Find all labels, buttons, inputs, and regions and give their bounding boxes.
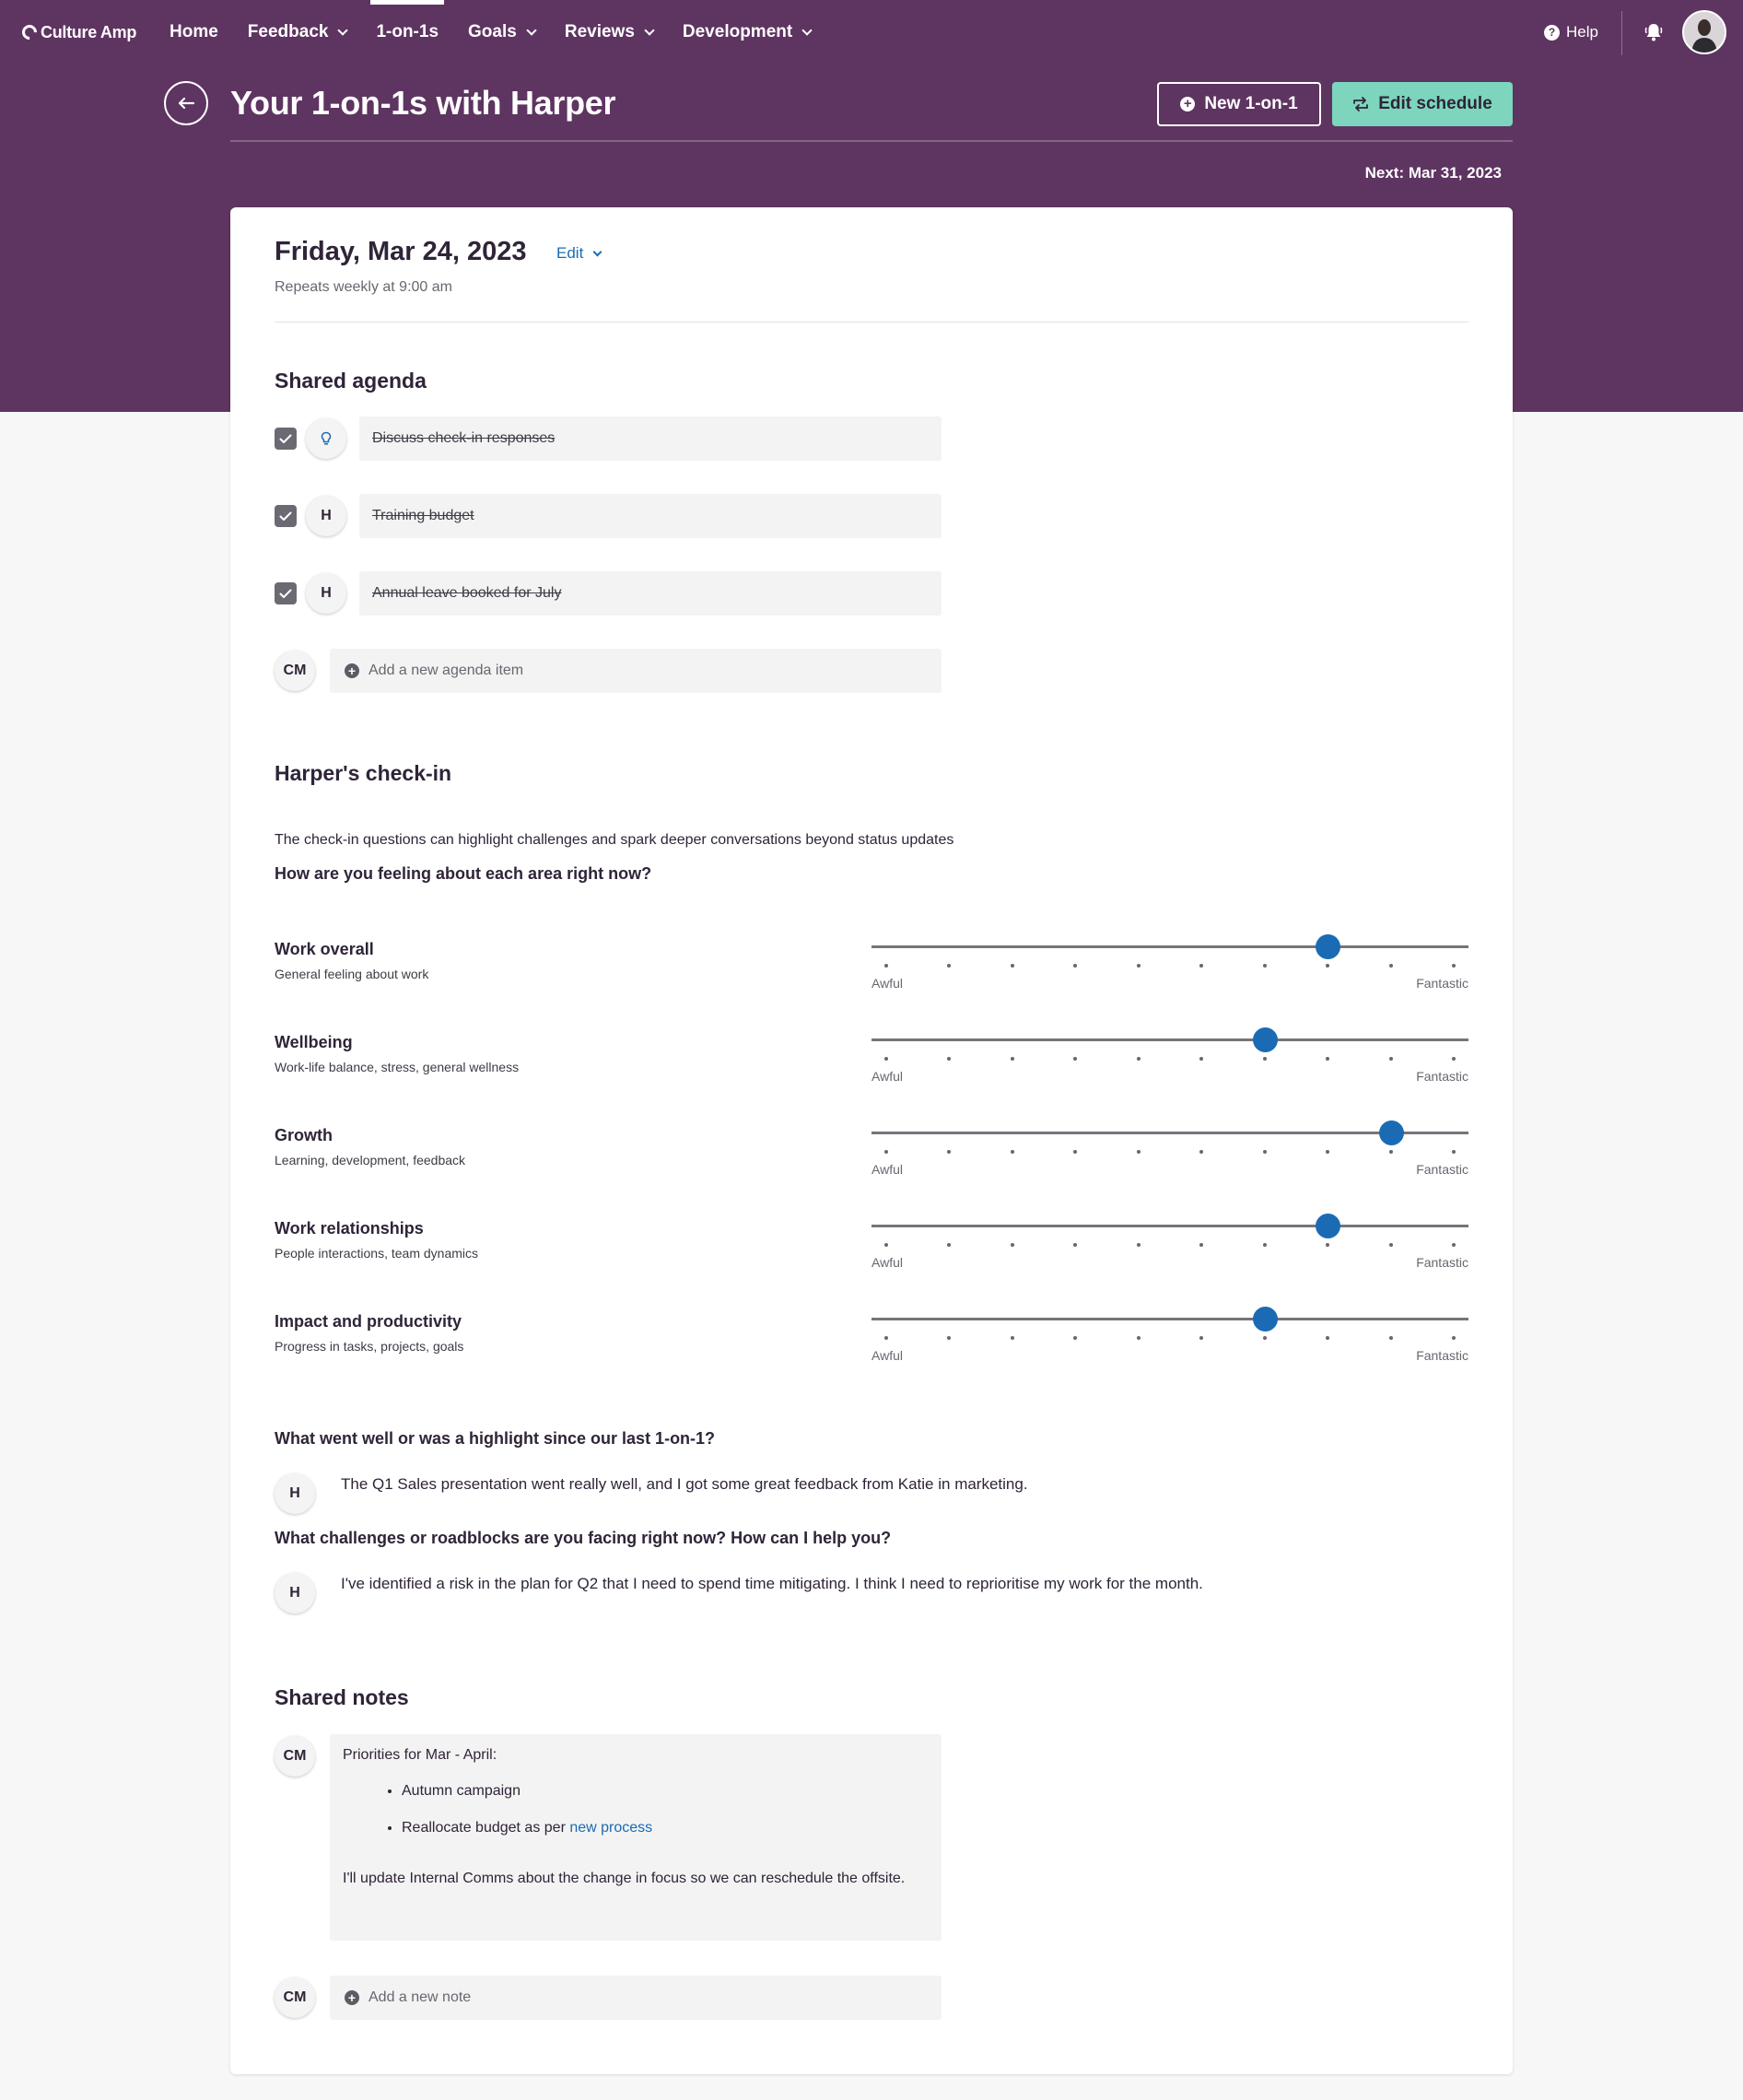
slider-tick bbox=[884, 1057, 888, 1061]
meeting-card bbox=[230, 207, 1513, 2074]
agenda-item-text[interactable]: Annual leave booked for July bbox=[359, 571, 942, 616]
slider-tick bbox=[1137, 1243, 1141, 1247]
slider-tick bbox=[1073, 1243, 1077, 1247]
slider-tick bbox=[1452, 1057, 1456, 1061]
slider-thumb[interactable] bbox=[1253, 1027, 1278, 1052]
edit-label: Edit bbox=[556, 244, 584, 262]
slider-tick bbox=[1389, 1057, 1393, 1061]
author-avatar: H bbox=[306, 573, 346, 614]
chevron-down-icon bbox=[526, 25, 536, 35]
chevron-down-icon bbox=[802, 25, 813, 35]
rating-slider[interactable] bbox=[872, 1027, 1468, 1082]
slider-tick bbox=[1452, 1243, 1456, 1247]
nav-item-home[interactable] bbox=[155, 0, 233, 65]
next-meeting-label: Next: Mar 31, 2023 bbox=[1364, 164, 1502, 182]
agenda-item-text[interactable]: Training budget bbox=[359, 494, 942, 538]
check-in-area-description: People interactions, team dynamics bbox=[275, 1246, 478, 1261]
user-avatar[interactable] bbox=[1682, 10, 1726, 54]
page-title: Your 1-on-1s with Harper bbox=[230, 84, 616, 122]
check-in-area-label: Work relationships bbox=[275, 1219, 424, 1238]
note-bullet: • Autumn campaign bbox=[402, 1782, 929, 1800]
rating-slider[interactable] bbox=[872, 933, 1468, 989]
scale-high-label: Fantastic bbox=[1416, 1162, 1468, 1177]
slider-tick bbox=[1199, 964, 1203, 968]
scale-high-label: Fantastic bbox=[1416, 1348, 1468, 1363]
notifications-bell-icon[interactable] bbox=[1644, 22, 1663, 42]
slider-thumb[interactable] bbox=[1253, 1307, 1278, 1332]
slider-tick bbox=[947, 964, 951, 968]
author-avatar: H bbox=[275, 1473, 315, 1514]
scale-high-label: Fantastic bbox=[1416, 976, 1468, 991]
checkmark-icon bbox=[279, 434, 292, 444]
slider-tick bbox=[1452, 1150, 1456, 1154]
slider-tick bbox=[1452, 1336, 1456, 1340]
nav-item-label: Feedback bbox=[247, 22, 329, 41]
highlight-question: What went well or was a highlight since our last 1-on-1? bbox=[275, 1429, 716, 1448]
slider-track bbox=[872, 1038, 1468, 1041]
help-label: Help bbox=[1566, 23, 1598, 41]
brand-logo[interactable] bbox=[22, 20, 136, 44]
nav-item-reviews[interactable] bbox=[550, 0, 668, 65]
slider-tick bbox=[1389, 1243, 1393, 1247]
slider-track bbox=[872, 945, 1468, 948]
nav-divider bbox=[1621, 11, 1622, 55]
checkmark-icon bbox=[279, 511, 292, 522]
agenda-checkbox[interactable] bbox=[275, 428, 297, 450]
meeting-date: Friday, Mar 24, 2023 bbox=[275, 237, 527, 266]
slider-tick bbox=[1073, 964, 1077, 968]
agenda-checkbox[interactable] bbox=[275, 582, 297, 604]
agenda-checkbox[interactable] bbox=[275, 505, 297, 527]
check-in-question: How are you feeling about each area right now? bbox=[275, 864, 652, 883]
note-bullet-text: Reallocate budget as per bbox=[402, 1820, 566, 1836]
challenges-answer: I've identified a risk in the plan for Q2 that I need to spend time mitigating. I think I need to reprioritise my work for the month. bbox=[341, 1575, 1203, 1592]
nav-item-label: Development bbox=[682, 22, 793, 41]
note-footer: I'll update Internal Comms about the change in focus so we can reschedule the offsite. bbox=[343, 1871, 906, 1886]
slider-thumb[interactable] bbox=[1316, 1214, 1340, 1238]
new-1-on-1-button[interactable] bbox=[1157, 82, 1321, 126]
title-divider bbox=[230, 140, 1513, 142]
check-in-area-label: Work overall bbox=[275, 940, 374, 958]
help-button[interactable] bbox=[1544, 20, 1598, 44]
slider-track bbox=[872, 1225, 1468, 1227]
scale-low-label: Awful bbox=[872, 976, 903, 991]
scale-high-label: Fantastic bbox=[1416, 1255, 1468, 1270]
culture-amp-logo-icon bbox=[19, 22, 41, 43]
add-agenda-placeholder: Add a new agenda item bbox=[368, 663, 524, 678]
slider-tick bbox=[1137, 1150, 1141, 1154]
slider-thumb[interactable] bbox=[1379, 1120, 1404, 1145]
check-in-area-label: Impact and productivity bbox=[275, 1312, 462, 1331]
slider-tick bbox=[1263, 1150, 1267, 1154]
scale-high-label: Fantastic bbox=[1416, 1069, 1468, 1084]
slider-tick bbox=[1073, 1150, 1077, 1154]
slider-tick bbox=[1326, 1150, 1329, 1154]
slider-tick bbox=[1263, 1336, 1267, 1340]
arrow-left-icon bbox=[177, 96, 195, 111]
author-avatar: H bbox=[306, 496, 346, 536]
slider-tick bbox=[1137, 1057, 1141, 1061]
shared-notes-heading: Shared notes bbox=[275, 1685, 409, 1709]
slider-tick bbox=[1326, 1336, 1329, 1340]
checkmark-icon bbox=[279, 589, 292, 599]
plus-circle-icon: + bbox=[345, 1990, 359, 2005]
scale-low-label: Awful bbox=[872, 1348, 903, 1363]
agenda-suggested-chip bbox=[306, 418, 346, 459]
author-avatar: CM bbox=[275, 1736, 315, 1777]
slider-tick bbox=[1011, 1243, 1014, 1247]
author-avatar: H bbox=[275, 1573, 315, 1613]
slider-tick bbox=[1011, 1336, 1014, 1340]
check-in-area-description: General feeling about work bbox=[275, 967, 429, 981]
scale-low-label: Awful bbox=[872, 1162, 903, 1177]
check-in-heading: Harper's check-in bbox=[275, 761, 452, 785]
nav-item-label: 1-on-1s bbox=[376, 22, 439, 41]
slider-tick bbox=[1137, 1336, 1141, 1340]
new-1-on-1-label: New 1-on-1 bbox=[1204, 94, 1298, 113]
rating-slider[interactable] bbox=[872, 1120, 1468, 1175]
shared-agenda-heading: Shared agenda bbox=[275, 369, 427, 393]
slider-tick bbox=[884, 1243, 888, 1247]
repeat-icon bbox=[1352, 97, 1369, 111]
brand-name: Culture Amp bbox=[41, 22, 137, 41]
add-note-placeholder: Add a new note bbox=[368, 1989, 472, 2005]
note-intro: Priorities for Mar - April: bbox=[343, 1747, 497, 1763]
lightbulb-icon bbox=[321, 431, 332, 446]
nav-item-label: Home bbox=[170, 22, 218, 41]
slider-tick bbox=[884, 1150, 888, 1154]
chevron-down-icon bbox=[593, 247, 602, 256]
nav-item-development[interactable] bbox=[668, 0, 825, 65]
edit-schedule-button[interactable] bbox=[1332, 82, 1513, 126]
slider-tick bbox=[1199, 1057, 1203, 1061]
shared-note[interactable] bbox=[330, 1734, 942, 1941]
top-navigation bbox=[0, 0, 1743, 65]
nav-item-feedback[interactable] bbox=[233, 0, 362, 65]
slider-tick bbox=[1011, 1150, 1014, 1154]
plus-circle-icon: + bbox=[345, 663, 359, 678]
add-note-input[interactable] bbox=[330, 1976, 942, 2020]
check-in-area-description: Progress in tasks, projects, goals bbox=[275, 1339, 464, 1354]
check-in-area-description: Learning, development, feedback bbox=[275, 1153, 466, 1167]
slider-tick bbox=[947, 1150, 951, 1154]
rating-slider[interactable] bbox=[872, 1306, 1468, 1361]
card-divider bbox=[275, 322, 1468, 323]
nav-menu bbox=[155, 0, 825, 65]
nav-item-label: Goals bbox=[468, 22, 517, 41]
slider-tick bbox=[947, 1336, 951, 1340]
plus-circle-icon: + bbox=[1180, 97, 1195, 111]
slider-tick bbox=[884, 964, 888, 968]
slider-tick bbox=[884, 1336, 888, 1340]
edit-schedule-label: Edit schedule bbox=[1378, 94, 1492, 113]
slider-tick bbox=[1199, 1336, 1203, 1340]
slider-tick bbox=[947, 1057, 951, 1061]
slider-tick bbox=[1011, 1057, 1014, 1061]
slider-tick bbox=[1263, 1243, 1267, 1247]
scale-low-label: Awful bbox=[872, 1069, 903, 1084]
chevron-down-icon bbox=[338, 25, 348, 35]
slider-tick bbox=[1073, 1336, 1077, 1340]
scale-low-label: Awful bbox=[872, 1255, 903, 1270]
check-in-area-description: Work-life balance, stress, general wellness bbox=[275, 1060, 520, 1074]
chevron-down-icon bbox=[644, 25, 654, 35]
slider-track bbox=[872, 1318, 1468, 1320]
agenda-item-text[interactable]: Discuss check-in responses bbox=[359, 416, 942, 461]
back-button[interactable] bbox=[164, 81, 208, 125]
rating-slider[interactable] bbox=[872, 1213, 1468, 1268]
slider-thumb[interactable] bbox=[1316, 934, 1340, 959]
nav-item-goals[interactable] bbox=[453, 0, 550, 65]
help-icon: ? bbox=[1544, 25, 1560, 41]
author-avatar: CM bbox=[275, 651, 315, 691]
slider-tick bbox=[1137, 964, 1141, 968]
note-list bbox=[402, 1782, 929, 1836]
slider-tick bbox=[1073, 1057, 1077, 1061]
slider-tick bbox=[1326, 1243, 1329, 1247]
highlight-answer: The Q1 Sales presentation went really well, and I got some great feedback from Katie in marketing. bbox=[341, 1475, 1028, 1493]
note-bullet bbox=[402, 1819, 929, 1836]
nav-item-1-on-1s[interactable] bbox=[361, 0, 453, 65]
slider-tick bbox=[1199, 1243, 1203, 1247]
new-process-link[interactable]: new process bbox=[569, 1820, 653, 1836]
challenges-question: What challenges or roadblocks are you facing right now? How can I help you? bbox=[275, 1529, 892, 1547]
slider-tick bbox=[1389, 1336, 1393, 1340]
slider-tick bbox=[1326, 964, 1329, 968]
slider-tick bbox=[947, 1243, 951, 1247]
repeat-schedule-text: Repeats weekly at 9:00 am bbox=[275, 279, 452, 295]
author-avatar: CM bbox=[275, 1977, 315, 2018]
slider-tick bbox=[1011, 964, 1014, 968]
nav-item-label: Reviews bbox=[564, 22, 635, 41]
slider-tick bbox=[1389, 1150, 1393, 1154]
slider-tick bbox=[1452, 964, 1456, 968]
slider-tick bbox=[1199, 1150, 1203, 1154]
slider-tick bbox=[1263, 964, 1267, 968]
slider-tick bbox=[1389, 964, 1393, 968]
check-in-area-label: Growth bbox=[275, 1126, 333, 1144]
check-in-intro: The check-in questions can highlight challenges and spark deeper conversations beyond status updates bbox=[275, 832, 954, 848]
add-agenda-item-input[interactable] bbox=[330, 649, 942, 693]
edit-meeting-dropdown[interactable] bbox=[556, 244, 601, 263]
check-in-area-label: Wellbeing bbox=[275, 1033, 353, 1051]
slider-tick bbox=[1263, 1057, 1267, 1061]
slider-tick bbox=[1326, 1057, 1329, 1061]
